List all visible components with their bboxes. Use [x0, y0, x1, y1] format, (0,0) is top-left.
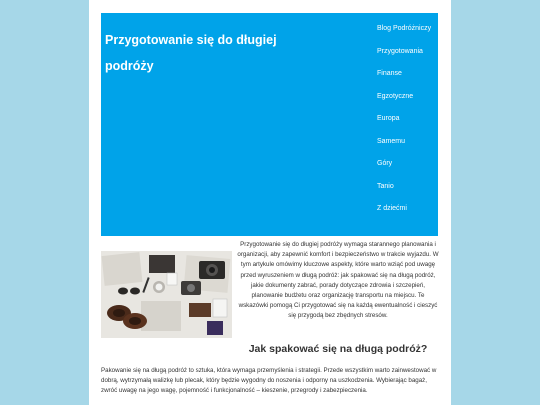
nav-item-finanse[interactable]: Finanse — [377, 70, 402, 77]
nav-item-tanio[interactable]: Tanio — [377, 182, 394, 190]
nav-item-przygotowania[interactable]: Przygotowania — [377, 47, 423, 55]
nav-item-z-dziecmi[interactable]: Z dziećmi — [377, 205, 407, 212]
nav-item-europa[interactable]: Europa — [377, 115, 400, 122]
article-intro: Przygotowanie się do długiej podróży wymaga starannego planowania i organizacji, aby zapewnić komfort i bezpieczeństwo w trakcie wyjazdu. W tym artykule omówimy kluczowe aspekty, które warto wziąć pod uwagę przed wyruszeniem w długą podróż: jak spakować się na długą podróż, jakie dokumenty zabrać, porady dotyczące zdrowia i szczepień, planowanie budżetu oraz organizację transportu na miejscu. Te wskazówki pomogą Ci przygotować się na każdą ewentualność i cieszyć się przygodą bez zbędnych stresów. — [237, 241, 439, 320]
section-heading-packing: Jak spakować się na długą podróż? — [248, 343, 428, 355]
page-container — [89, 0, 451, 405]
nav-item-blog-podrozniczy[interactable]: Blog Podróżniczy — [377, 25, 432, 32]
section-body-packing: Pakowanie się na długą podróż to sztuka, która wymaga przemyślenia i strategii. Przede wszystkim warto zainwestować w dobrą, wytrzymałą walizkę lub plecak, który będzie wygodny do noszenia i odporny na uszkodzenia. Wybierając bagaż, zwróć uwagę na jego wagę, pojemność i funkcjonalność – kieszenie, przegrody i zabezpieczenia. — [101, 367, 437, 395]
main-nav — [377, 23, 441, 226]
nav-item-egzotyczne[interactable]: Egzotyczne — [377, 92, 414, 100]
site-header — [101, 13, 438, 236]
nav-item-gory[interactable]: Góry — [377, 160, 393, 167]
travel-flatlay-image — [101, 251, 232, 338]
site-title[interactable]: Przygotowanie się do długiej podróży — [105, 33, 277, 73]
nav-item-samemu[interactable]: Samemu — [377, 137, 406, 145]
